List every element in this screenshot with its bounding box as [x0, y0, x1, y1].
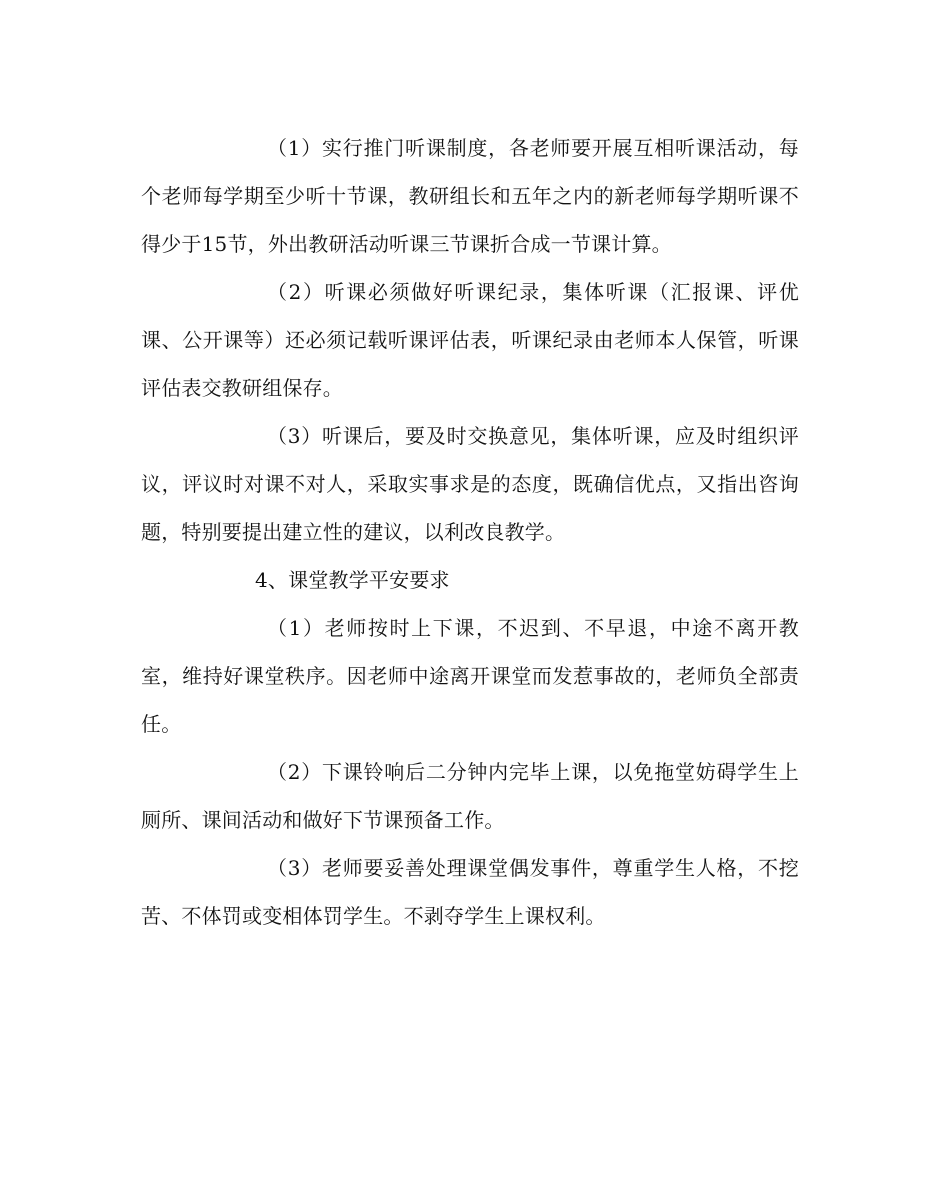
paragraph-listen-1: （1）实行推门听课制度，各老师要开展互相听课活动，每个老师每学期至少听十节课，教研组长和五年之内的新老师每学期听课不得少于15节，外出教研活动听课三节课折合成一节课计算。 [141, 136, 799, 256]
paragraph-listen-2: （2）听课必须做好听课纪录，集体听课（汇报课、评优课、公开课等）还必须记载听课评估表，听课纪录由老师本人保管，听课评估表交教研组保存。 [141, 280, 799, 400]
paragraph-safety-3: （3）老师要妥善处理课堂偶发事件，尊重学生人格，不挖苦、不体罚或变相体罚学生。不剥夺学生上课权利。 [141, 856, 799, 928]
section-heading-safety: 4、课堂教学平安要求 [255, 568, 450, 592]
paragraph-safety-1: （1）老师按时上下课，不迟到、不早退，中途不离开教室，维持好课堂秩序。因老师中途离开课堂而发惹事故的，老师负全部责任。 [141, 616, 799, 736]
paragraph-listen-3: （3）听课后，要及时交换意见，集体听课，应及时组织评议，评议时对课不对人，采取实事求是的态度，既确信优点，又指出咨询题，特别要提出建立性的建议，以利改良教学。 [141, 424, 799, 544]
document-body [141, 124, 799, 940]
paragraph-safety-2: （2）下课铃响后二分钟内完毕上课，以免拖堂妨碍学生上厕所、课间活动和做好下节课预备工作。 [141, 760, 799, 832]
